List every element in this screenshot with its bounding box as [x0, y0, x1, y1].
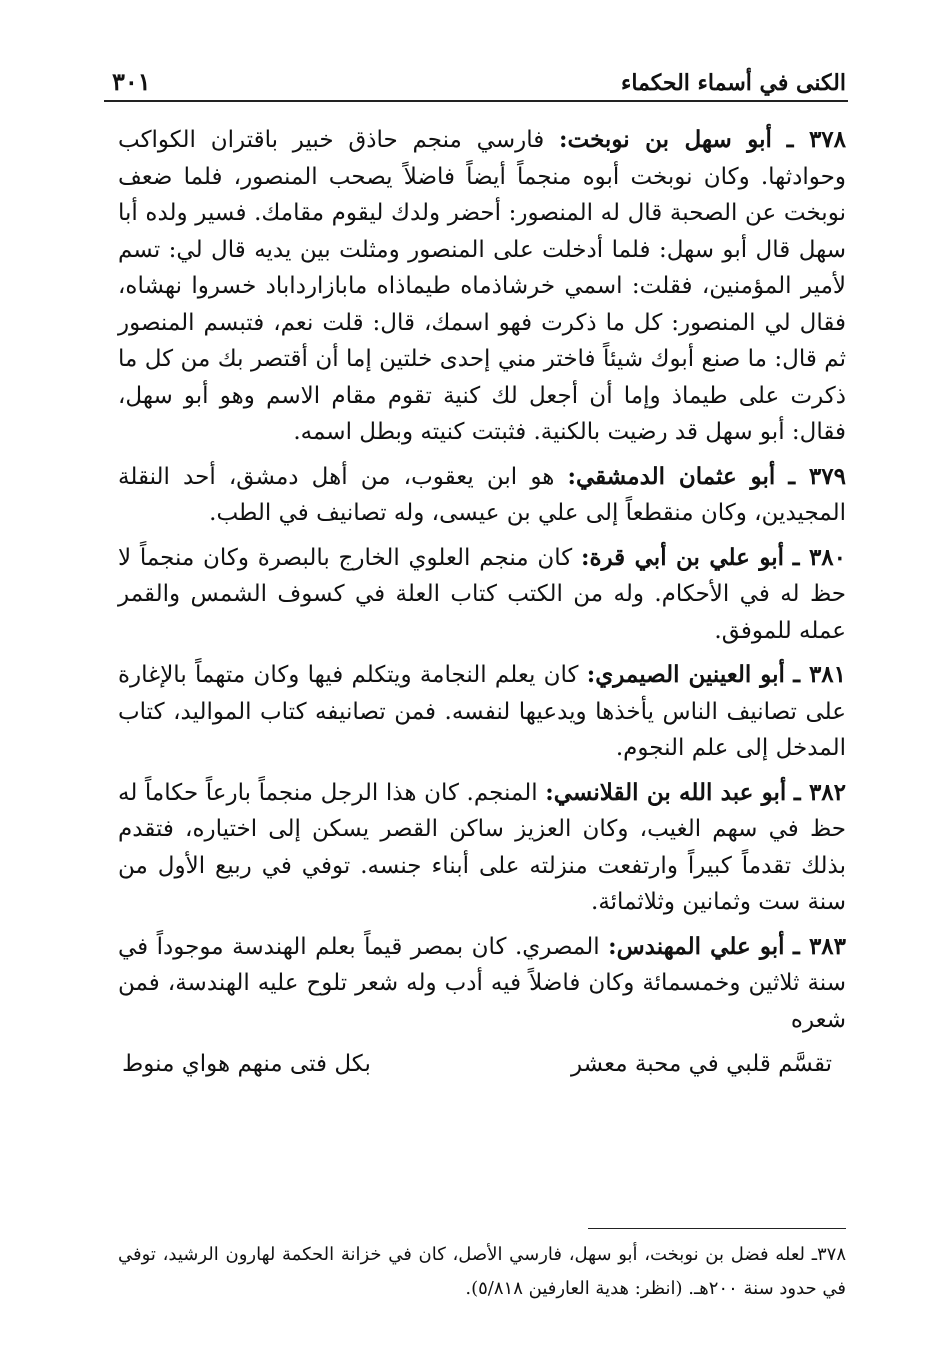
entry-name: أبو سهل بن نوبخت: — [559, 126, 772, 153]
entry-383 — [118, 929, 846, 1039]
entry-381 — [118, 657, 846, 767]
entry-378 — [118, 122, 846, 451]
running-title: الكنى في أسماء الحكماء — [620, 70, 846, 96]
entry-text: المصري. كان بمصر قيماً بعلم الهندسة موجوداً في سنة ثلاثين وخمسمائة وكان فاضلاً فيه أدب وله شعر تلوح عليه الهندسة، فمن شعره — [118, 933, 846, 1033]
header-rule — [104, 100, 848, 102]
entry-name: أبو علي المهندس: — [608, 932, 785, 960]
entry-text: كان يعلم النجامة ويتكلم فيها وكان متهماً بالإغارة على تصانيف الناس يأخذها ويدعيها لنفسه. فمن تصانيفه كتاب المواليد، كتاب المدخل إلى علم النجوم. — [118, 662, 846, 761]
page-number: ٣٠١ — [112, 67, 151, 96]
verse-second-hemistich: بكل فتى منهم هواي منوط — [122, 1051, 371, 1077]
entry-number: ٣٨٢ ـ — [793, 778, 847, 806]
page-header — [112, 54, 846, 96]
entry-382 — [118, 775, 846, 921]
entry-number: ٣٨١ ـ — [793, 661, 847, 688]
entry-number: ٣٨٠ ـ — [792, 543, 846, 571]
entry-number: ٣٨٣ ـ — [793, 932, 847, 960]
entry-number: ٣٧٩ ـ — [788, 462, 846, 490]
entry-379 — [118, 459, 846, 532]
main-text — [118, 122, 846, 1083]
entry-text: المنجم. كان هذا الرجل منجماً بارعاً حكاماً له حظ في سهم الغيب، وكان العزيز ساكن القصر يسكن إلى اختياره، فتقدم بذلك تقدماً كبيراً وارتفعت منزلته على أبناء جنسه. توفي في ربيع الأول من سنة ست وثمانين وثلاثمائة. — [118, 779, 846, 915]
footnote: ٣٧٨ـ لعله فضل بن نوبخت، أبو سهل، فارسي الأصل، كان في خزانة الحكمة لهارون الرشيد، توفي في حدود سنة ٢٠٠هـ. (انظر: هدية العارفين ٥/٨١٨). — [118, 1244, 846, 1299]
entry-name: أبو عثمان الدمشقي: — [567, 462, 776, 490]
entry-name: أبو العينين الصيمري: — [586, 661, 785, 688]
verse-first-hemistich: تقسَّم قلبي في محبة معشر — [570, 1051, 832, 1077]
entry-name: أبو علي بن أبي قرة: — [580, 543, 784, 571]
entry-number: ٣٧٨ ـ — [786, 126, 846, 153]
poem-verse — [118, 1046, 846, 1083]
entry-text: كان منجم العلوي الخارج بالبصرة وكان منجماً لا حظ له في الأحكام. وله من الكتب كتاب العلة في كسوف الشمس والقمر عمله للموفق. — [118, 544, 846, 644]
entry-text: هو ابن يعقوب، من أهل دمشق، أحد النقلة المجيدين، وكان منقطعاً إلى علي بن عيسى، وله تصانيف في الطب. — [118, 463, 846, 526]
footnote-rule — [588, 1228, 846, 1229]
entry-380 — [118, 540, 846, 650]
entry-name: أبو عبد الله بن القلانسي: — [545, 778, 787, 806]
entry-text: فارسي منجم حاذق خبير باقتران الكواكب وحوادثها. وكان نوبخت أبوه منجماً أيضاً فاضلاً يصحب المنصور، فلما ضعف نوبخت عن الصحبة قال له المنصور: أحضر ولدك ليقوم مقامك. فسير ولده أبا سهل قال أبو سهل: فلما أدخلت على المنصور ومثلت بين يديه قال لي: تسم لأمير المؤمنين، فقلت: اسمي خرشاذماه طيماذاه مابازارداباد خسروا نهشاه، فقال لي المنصور: كل ما ذكرت فهو اسمك، قال: قلت نعم، فتبسم المنصور ثم قال: ما صنع أبوك شيئاً فاختر مني إحدى خلتين إما أن أقتصر بك من كل ما ذكرت على طيماذ وإما أن أجعل لك كنية تقوم مقام الاسم وهو أبو سهل، فقال: أبو سهل قد رضيت بالكنية. فثبتت كنيته وبطل اسمه. — [118, 127, 846, 445]
